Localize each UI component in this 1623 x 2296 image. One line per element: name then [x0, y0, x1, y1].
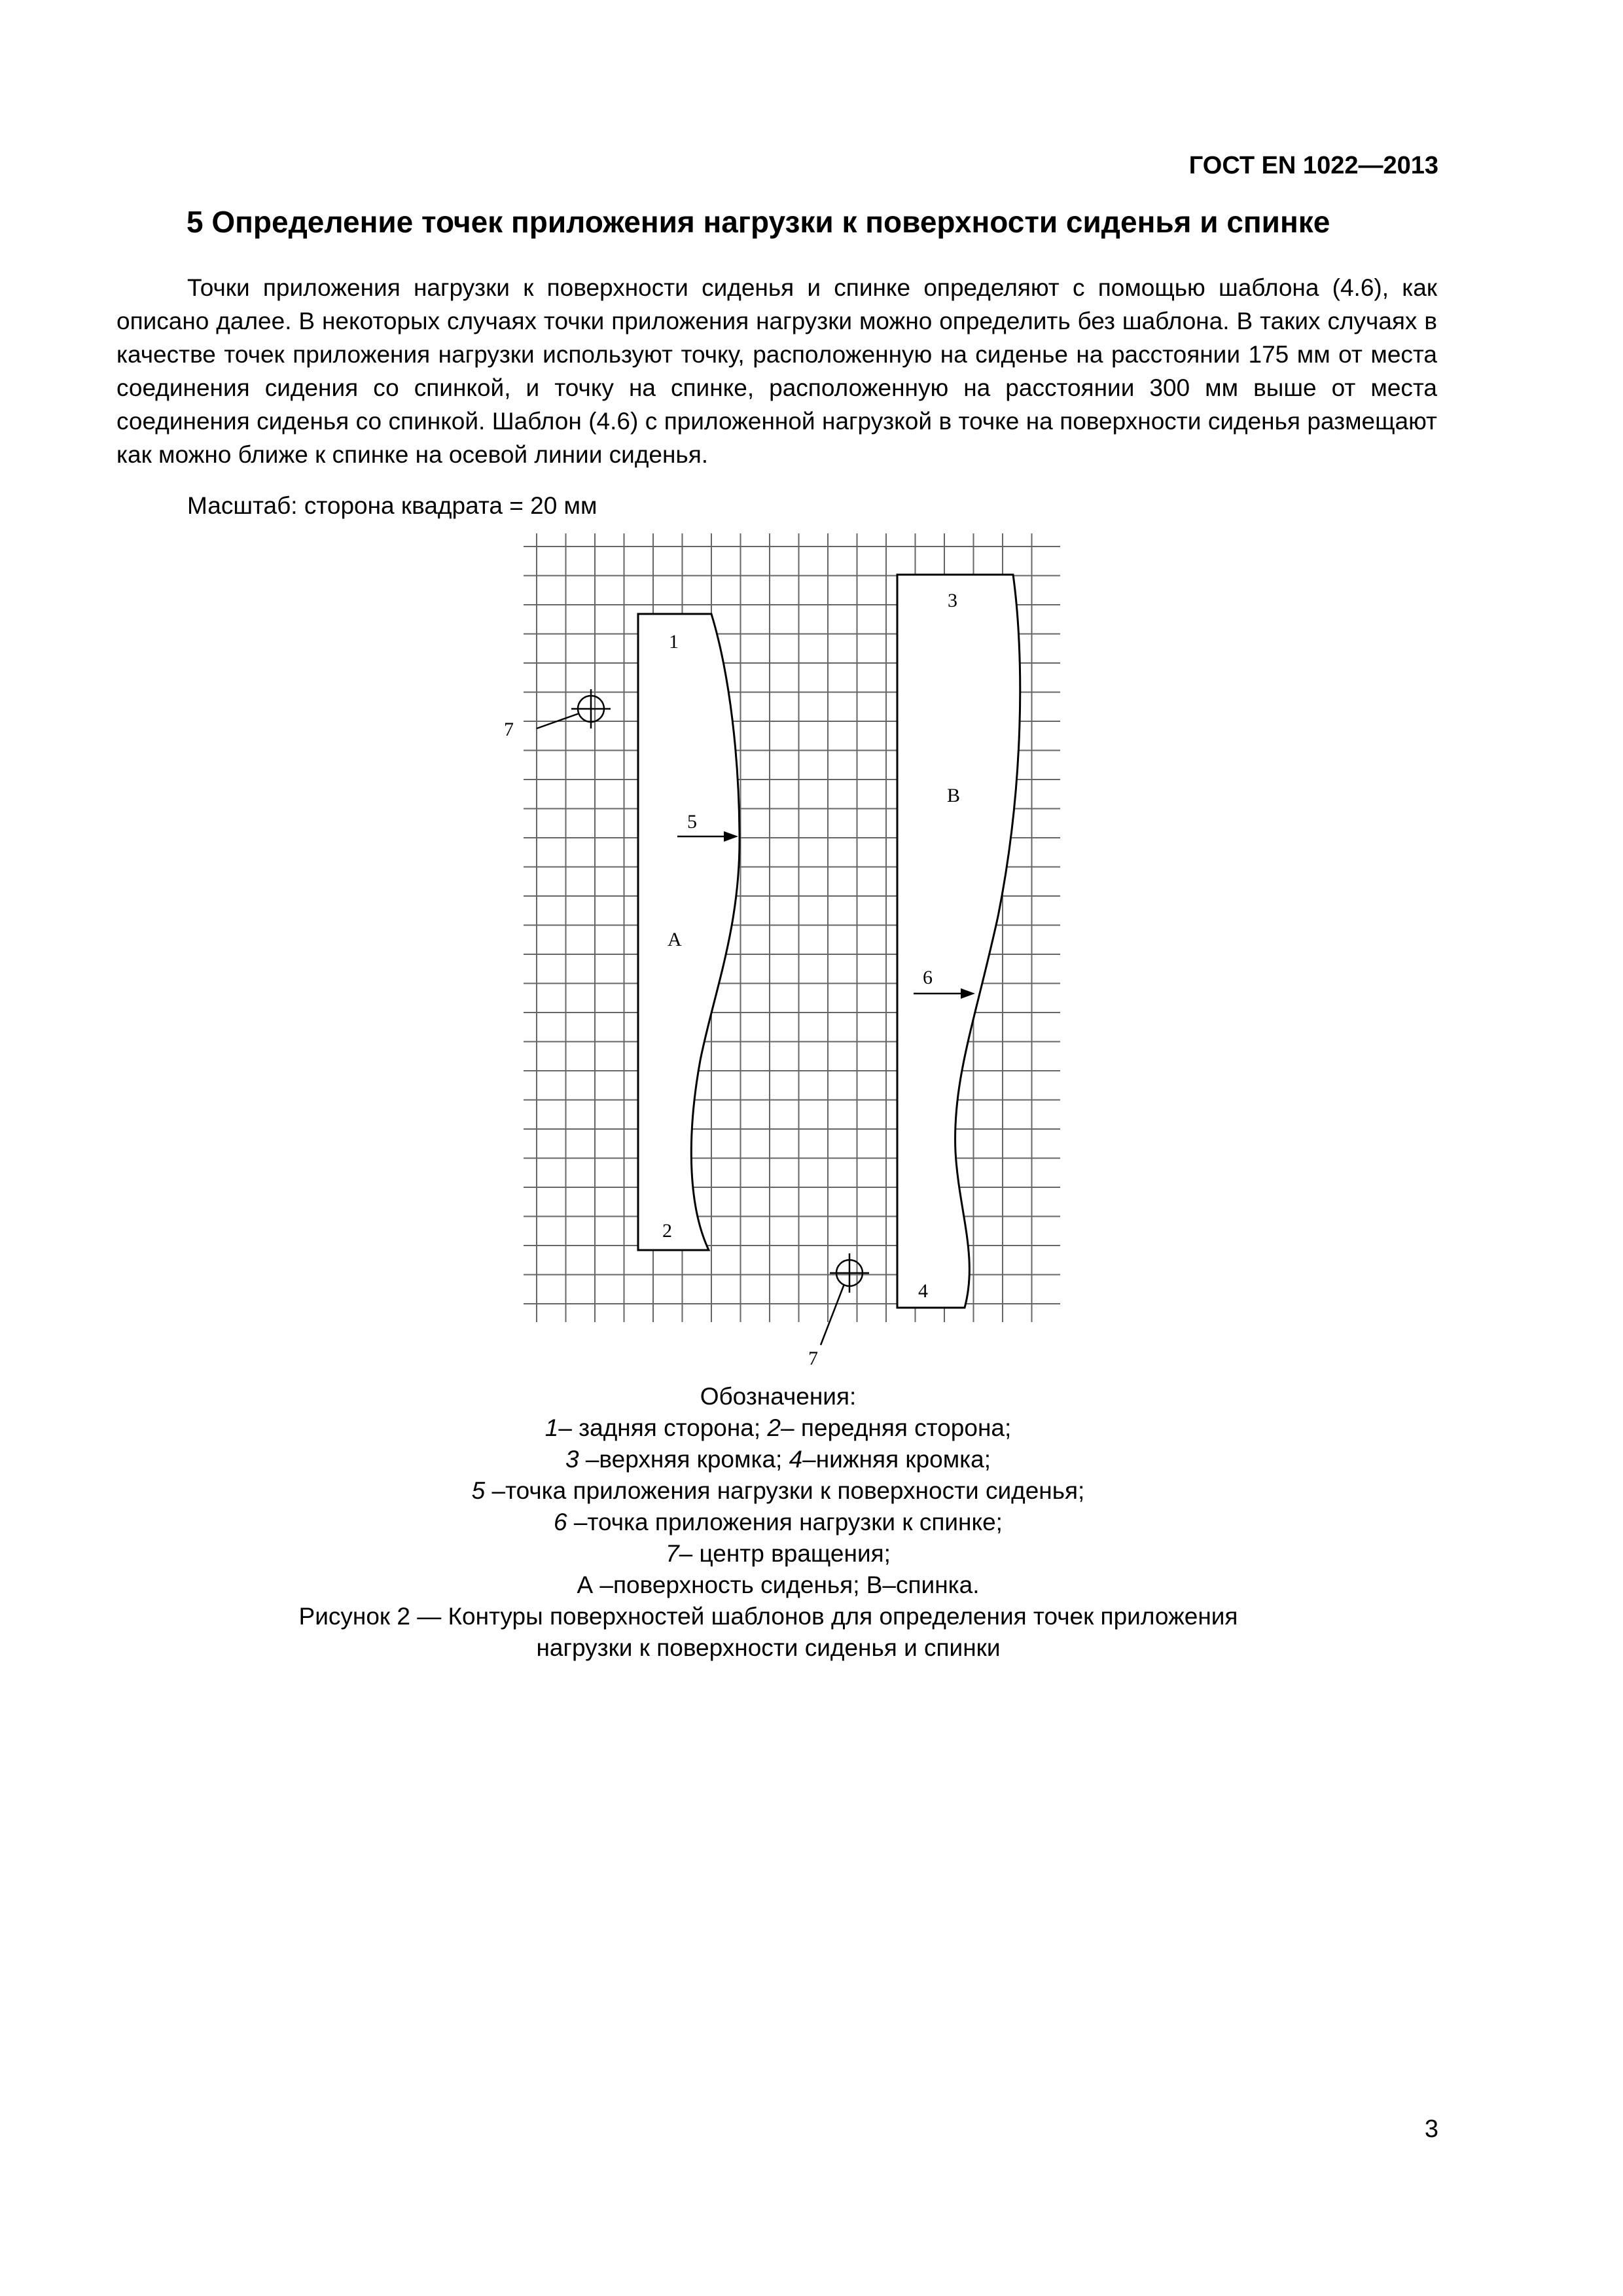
- label-4: 4: [918, 1280, 928, 1302]
- rotation-center-marker-upper: [571, 689, 611, 728]
- legend-key-4: 4: [789, 1446, 803, 1473]
- figure-drawing: [484, 524, 1073, 1374]
- label-5: 5: [687, 811, 697, 833]
- legend-key-1: 1: [544, 1414, 559, 1441]
- label-3: 3: [948, 590, 957, 611]
- legend-key-7: 7: [666, 1540, 679, 1567]
- label-6: 6: [923, 967, 933, 988]
- legend-line-5: [118, 1538, 1438, 1570]
- label-7-lower: 7: [808, 1348, 818, 1369]
- legend-text-6: –точка приложения нагрузки к спинке;: [567, 1509, 1003, 1535]
- legend-heading: Обозначения:: [700, 1383, 857, 1410]
- legend-text-7: – центр вращения;: [679, 1540, 891, 1567]
- leader-line-7-lower: [821, 1284, 844, 1345]
- template-b-outline: [897, 575, 1020, 1308]
- legend-line-1: [118, 1412, 1438, 1444]
- label-1: 1: [669, 631, 679, 653]
- legend-line-2: [118, 1444, 1438, 1475]
- legend-key-5: 5: [471, 1477, 486, 1504]
- template-contours-figure: [484, 524, 1073, 1378]
- legend-text-1: – задняя сторона;: [558, 1414, 768, 1441]
- document-code: ГОСТ EN 1022—2013: [1188, 152, 1438, 179]
- legend-key-3: 3: [565, 1446, 579, 1473]
- legend-text-2: – передняя сторона;: [781, 1414, 1012, 1441]
- legend-text-4: –нижняя кромка;: [802, 1446, 991, 1473]
- legend-key-6: 6: [554, 1509, 567, 1535]
- rotation-center-marker-lower: [830, 1253, 869, 1293]
- scale-note: Масштаб: сторона квадрата = 20 мм: [187, 492, 597, 519]
- template-a-outline: [638, 614, 740, 1250]
- section-title: 5 Определение точек приложения нагрузки к поверхности сиденья и спинке: [187, 205, 1330, 239]
- label-2: 2: [662, 1220, 672, 1242]
- legend-text-3: –верхняя кромка;: [579, 1446, 789, 1473]
- figure-caption: Рисунок 2 — Контуры поверхностей шаблонов для определения точек приложения нагрузки к поверхности сиденья и спинки: [298, 1603, 1238, 1661]
- label-7-upper: 7: [504, 719, 514, 740]
- page-number: 3: [1424, 2115, 1438, 2143]
- legend-line-4: [118, 1507, 1438, 1538]
- legend-line-6: А –поверхность сиденья; В–спинка.: [577, 1571, 980, 1598]
- legend-key-2: 2: [767, 1414, 781, 1441]
- body-paragraph: Точки приложения нагрузки к поверхности сиденья и спинке определяют с помощью шаблона (4.6), как описано далее. В некоторых случаях точки приложения нагрузки можно определить без шаблона. В таких случаях в качестве точек приложения нагрузки используют точку, расположенную на сиденье на расстоянии 175 мм от места соединения сидения со спинкой, и точку на спинке, расположенную на расстоянии 300 мм выше от места соединения сиденья со спинкой. Шаблон (4.6) с приложенной нагрузкой в точке на поверхности сиденья размещают как можно ближе к спинке на осевой линии сиденья.: [116, 274, 1437, 468]
- label-b: В: [947, 785, 961, 806]
- figure-legend: [118, 1381, 1438, 1664]
- legend-text-5: –точка приложения нагрузки к поверхности сиденья;: [485, 1477, 1085, 1504]
- label-a: А: [668, 929, 682, 950]
- legend-line-3: [118, 1475, 1438, 1507]
